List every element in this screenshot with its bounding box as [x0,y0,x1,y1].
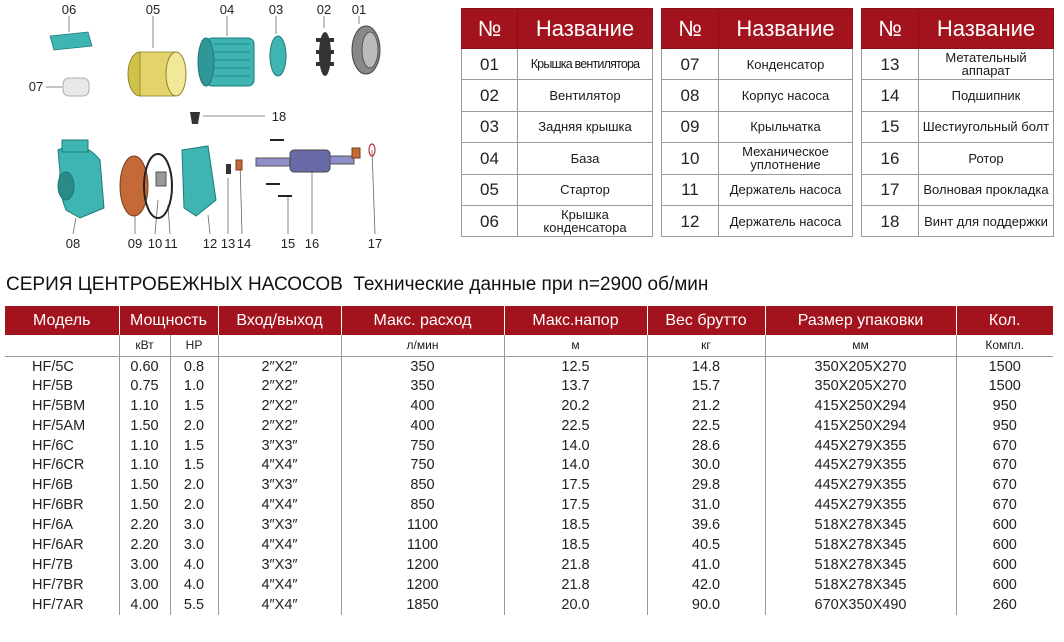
unit-cell [218,335,341,356]
inout-header: Вход/выход [218,306,341,335]
part-name: База [518,143,653,174]
parts-table-header [662,9,853,49]
part-number: 13 [862,49,919,80]
unit-cell: л/мин [341,335,504,356]
model-cell: HF/6C [32,437,74,454]
part-number: 09 [662,111,719,142]
parts-row [662,143,853,174]
parts-row [862,49,1054,80]
parts-row [462,174,653,205]
spec-row [5,495,1053,515]
part-name: Подшипник [919,80,1054,111]
pack-cell: 518X278X345 [765,555,956,575]
spec-row [5,356,1053,376]
part-name: Ротор [919,143,1054,174]
parts-row [862,205,1054,236]
head-cell: 12.5 [504,356,647,376]
qty-cell: 600 [956,515,1053,535]
spec-row [5,555,1053,575]
inout-cell: 2″X2″ [218,416,341,436]
part-name: Корпус насоса [719,80,853,111]
pack-cell: 350X205X270 [765,376,956,396]
pack-cell: 518X278X345 [765,575,956,595]
pack-cell: 415X250X294 [765,396,956,416]
hp-cell: 5.5 [170,595,218,615]
parts-row [462,80,653,111]
parts-table-1 [461,8,653,237]
part-label: 03 [268,2,284,17]
part-label: 15 [280,236,296,251]
parts-row [662,80,853,111]
hp-cell: 1.5 [170,396,218,416]
hp-cell: 2.0 [170,475,218,495]
model-cell: HF/6CR [32,457,85,474]
spec-row [5,376,1053,396]
parts-table-header [462,9,653,49]
flow-cell: 850 [341,495,504,515]
inout-cell: 4″X4″ [218,495,341,515]
parts-row [662,111,853,142]
part-label: 18 [271,109,287,124]
qty-cell: 670 [956,455,1053,475]
weight-cell: 40.5 [647,535,765,555]
spec-row [5,575,1053,595]
weight-cell: 90.0 [647,595,765,615]
inout-cell: 3″X3″ [218,475,341,495]
model-cell: HF/7AR [32,596,84,613]
model-cell: HF/7BR [32,576,84,593]
spec-row [5,436,1053,456]
pack-cell: 445X279X355 [765,495,956,515]
pump-parts-illustration [0,0,400,262]
parts-row [462,111,653,142]
weight-cell: 15.7 [647,376,765,396]
spec-row [5,416,1053,436]
kw-cell: 0.75 [119,376,170,396]
part-label: 11 [164,236,178,251]
qty-cell: 600 [956,555,1053,575]
parts-row [462,143,653,174]
weight-cell: 28.6 [647,436,765,456]
part-label: 06 [61,2,77,17]
exploded-pump-diagram [0,0,400,262]
model-cell: HF/6B [32,477,74,494]
unit-cell: мм [765,335,956,356]
part-label: 09 [127,236,143,251]
weight-cell: 29.8 [647,475,765,495]
part-name: Волновая прокладка [919,174,1054,205]
flow-cell: 1200 [341,575,504,595]
qty-cell: 1500 [956,356,1053,376]
part-name: Метательный аппарат [919,49,1054,80]
part-number: 03 [462,111,518,142]
kw-cell: 3.00 [119,575,170,595]
parts-table-header [862,9,1054,49]
pack-cell: 445X279X355 [765,475,956,495]
part-number: 14 [862,80,919,111]
unit-cell [5,335,119,356]
weight-cell: 21.2 [647,396,765,416]
head-cell: 20.0 [504,595,647,615]
weight-cell: 42.0 [647,575,765,595]
part-name: Шестиугольный болт [919,111,1054,142]
flow-cell: 1100 [341,535,504,555]
flow-cell: 350 [341,356,504,376]
kw-cell: 1.10 [119,396,170,416]
model-cell: HF/6A [32,517,74,534]
head-cell: 13.7 [504,376,647,396]
pack-cell: 670X350X490 [765,595,956,615]
part-label: 07 [28,79,44,94]
spec-row [5,535,1053,555]
spec-row [5,595,1053,615]
spec-row [5,455,1053,475]
part-name: Механическое уплотнение [719,143,853,174]
parts-row [662,174,853,205]
model-cell: HF/5C [32,359,74,376]
flow-cell: 750 [341,455,504,475]
part-label: 02 [316,2,332,17]
part-number: 10 [662,143,719,174]
pack-cell: 445X279X355 [765,455,956,475]
part-label: 12 [202,236,218,251]
parts-row [862,80,1054,111]
flow-header: Макс. расход [341,306,504,335]
model-cell: HF/7B [32,556,74,573]
parts-row [862,174,1054,205]
qty-cell: 600 [956,535,1053,555]
qty-header: Кол. [956,306,1053,335]
inout-cell: 3″X3″ [218,515,341,535]
part-number: 01 [462,49,518,80]
spec-table [5,306,1053,615]
inout-cell: 2″X2″ [218,376,341,396]
kw-cell: 0.60 [119,356,170,376]
qty-cell: 670 [956,495,1053,515]
part-name: Конденсатор [719,49,853,80]
name-header: Название [518,9,653,49]
weight-cell: 14.8 [647,356,765,376]
flow-cell: 750 [341,436,504,456]
pack-cell: 445X279X355 [765,436,956,456]
unit-cell: кг [647,335,765,356]
part-name: Держатель насоса [719,174,853,205]
hp-cell: 2.0 [170,495,218,515]
part-label: 04 [219,2,235,17]
part-label: 14 [236,236,252,251]
part-name: Задняя крышка [518,111,653,142]
part-number: 11 [662,174,719,205]
hp-cell: 3.0 [170,535,218,555]
spec-row [5,475,1053,495]
qty-cell: 950 [956,396,1053,416]
kw-cell: 1.50 [119,495,170,515]
spec-body [5,356,1053,615]
flow-cell: 850 [341,475,504,495]
part-number: 07 [662,49,719,80]
parts-table-3 [861,8,1054,237]
part-number: 16 [862,143,919,174]
hp-cell: 4.0 [170,555,218,575]
number-header: № [462,9,518,49]
number-header: № [662,9,719,49]
part-number: 17 [862,174,919,205]
inout-cell: 4″X4″ [218,575,341,595]
model-cell: HF/6BR [32,497,84,514]
part-label: 10 [147,236,163,251]
qty-cell: 1500 [956,376,1053,396]
unit-cell: м [504,335,647,356]
kw-cell: 4.00 [119,595,170,615]
hp-cell: 1.0 [170,376,218,396]
part-label: 17 [367,236,383,251]
head-cell: 22.5 [504,416,647,436]
kw-cell: 1.10 [119,436,170,456]
part-label: 08 [65,236,81,251]
pack-cell: 518X278X345 [765,515,956,535]
part-number: 06 [462,205,518,236]
part-label: 05 [145,2,161,17]
number-header: № [862,9,919,49]
inout-cell: 4″X4″ [218,595,341,615]
part-label: 13 [220,236,236,251]
head-cell: 21.8 [504,555,647,575]
part-name: Крыльчатка [719,111,853,142]
spec-header-row [5,306,1053,335]
unit-cell: Компл. [956,335,1053,356]
unit-cell: кВт [119,335,170,356]
pack-cell: 518X278X345 [765,535,956,555]
weight-cell: 30.0 [647,455,765,475]
weight-cell: 22.5 [647,416,765,436]
part-name: Вентилятор [518,80,653,111]
model-header: Модель [5,306,119,335]
name-header: Название [719,9,853,49]
pack-header: Размер упаковки [765,306,956,335]
hp-cell: 2.0 [170,416,218,436]
head-cell: 14.0 [504,455,647,475]
inout-cell: 2″X2″ [218,356,341,376]
head-cell: 20.2 [504,396,647,416]
kw-cell: 2.20 [119,535,170,555]
pack-cell: 350X205X270 [765,356,956,376]
kw-cell: 1.10 [119,455,170,475]
spec-row [5,515,1053,535]
model-cell: HF/5BM [32,397,86,414]
part-number: 12 [662,205,719,236]
spec-row [5,396,1053,416]
head-cell: 17.5 [504,475,647,495]
head-cell: 17.5 [504,495,647,515]
head-cell: 14.0 [504,436,647,456]
flow-cell: 1200 [341,555,504,575]
inout-cell: 4″X4″ [218,535,341,555]
weight-cell: 41.0 [647,555,765,575]
head-header: Макс.напор [504,306,647,335]
parts-table-2 [661,8,853,237]
flow-cell: 350 [341,376,504,396]
model-cell: HF/5B [32,377,74,394]
head-cell: 18.5 [504,515,647,535]
qty-cell: 950 [956,416,1053,436]
head-cell: 21.8 [504,575,647,595]
part-number: 04 [462,143,518,174]
kw-cell: 3.00 [119,555,170,575]
head-cell: 18.5 [504,535,647,555]
weight-header: Вес брутто [647,306,765,335]
inout-cell: 3″X3″ [218,436,341,456]
pack-cell: 415X250X294 [765,416,956,436]
hp-cell: 0.8 [170,356,218,376]
qty-cell: 670 [956,475,1053,495]
flow-cell: 1850 [341,595,504,615]
kw-cell: 1.50 [119,475,170,495]
part-name: Стартор [518,174,653,205]
inout-cell: 3″X3″ [218,555,341,575]
kw-cell: 2.20 [119,515,170,535]
part-name: Крышка вентилятора [518,49,653,80]
series-heading: СЕРИЯ ЦЕНТРОБЕЖНЫХ НАСОСОВ Технические данные при n=2900 об/мин [6,274,709,295]
flow-cell: 1100 [341,515,504,535]
name-header: Название [919,9,1054,49]
qty-cell: 260 [956,595,1053,615]
hp-cell: 1.5 [170,455,218,475]
part-name: Винт для поддержки [919,205,1054,236]
hp-cell: 1.5 [170,436,218,456]
model-cell: HF/6AR [32,536,84,553]
part-label: 16 [304,236,320,251]
part-number: 02 [462,80,518,111]
parts-row [662,49,853,80]
flow-cell: 400 [341,396,504,416]
power-header: Мощность [119,306,218,335]
model-cell: HF/5AM [32,417,86,434]
part-number: 08 [662,80,719,111]
inout-cell: 4″X4″ [218,455,341,475]
qty-cell: 670 [956,436,1053,456]
part-number: 15 [862,111,919,142]
parts-row [462,205,653,236]
part-number: 05 [462,174,518,205]
part-name: Держатель насоса [719,205,853,236]
weight-cell: 39.6 [647,515,765,535]
part-label: 01 [351,2,367,17]
unit-cell: HP [170,335,218,356]
qty-cell: 600 [956,575,1053,595]
kw-cell: 1.50 [119,416,170,436]
parts-row [662,205,853,236]
inout-cell: 2″X2″ [218,396,341,416]
hp-cell: 3.0 [170,515,218,535]
spec-units-row [5,335,1053,356]
part-number: 18 [862,205,919,236]
parts-row [862,143,1054,174]
weight-cell: 31.0 [647,495,765,515]
flow-cell: 400 [341,416,504,436]
hp-cell: 4.0 [170,575,218,595]
parts-row [462,49,653,80]
part-name: Крышка конденсатора [518,205,653,236]
parts-row [862,111,1054,142]
